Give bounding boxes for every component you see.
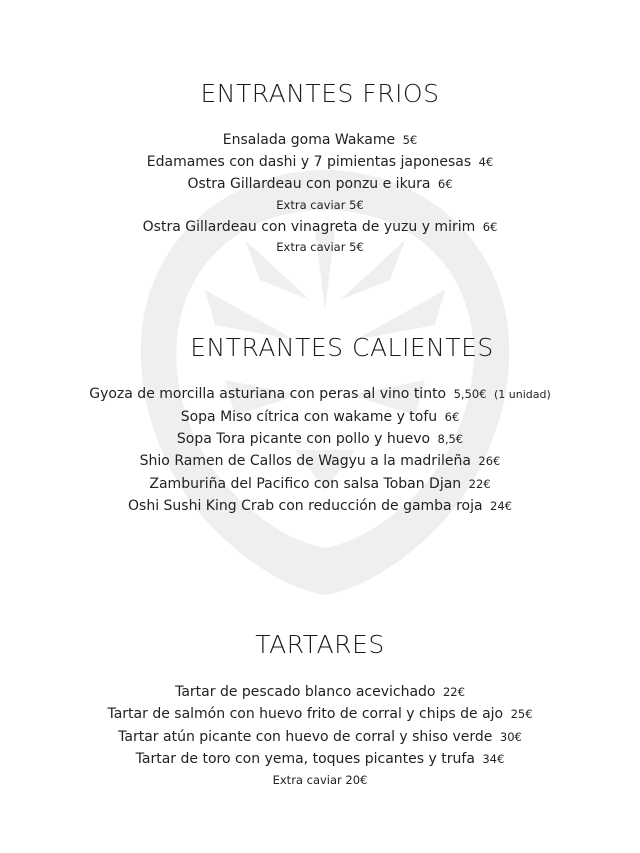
extra-note: Extra caviar 20€ [272, 773, 368, 787]
menu-item [0, 685, 640, 699]
item-price: 6€ [444, 410, 460, 424]
item-name: Edamames con dashi y 7 pimientas japonesas [146, 154, 472, 170]
menu-item [0, 177, 640, 191]
item-price: 30€ [499, 730, 522, 744]
item-name: Tartar atún picante con huevo de corral y shiso verde [118, 729, 493, 745]
item-price: 22€ [442, 685, 465, 699]
item-price: 26€ [478, 454, 501, 468]
item-price: 5,50€ [453, 387, 487, 401]
item-name: Tartar de pescado blanco acevichado [175, 684, 436, 700]
menu-item [0, 133, 640, 147]
item-name: Ostra Gillardeau con ponzu e ikura [187, 176, 431, 192]
item-price: 4€ [478, 155, 494, 169]
extra-note: Extra caviar 5€ [276, 198, 364, 212]
item-price: 6€ [482, 220, 498, 234]
item-name: Sopa Tora picante con pollo y huevo [176, 431, 431, 447]
item-name: Zamburiña del Pacifico con salsa Toban Djan [149, 476, 462, 492]
item-price: 25€ [510, 707, 533, 721]
item-name: Ensalada goma Wakame [222, 132, 396, 148]
section-title-tartares: TARTARES [255, 630, 385, 659]
menu-item [0, 432, 640, 446]
section-title-entrantes-calientes: ENTRANTES CALIENTES [190, 333, 494, 362]
menu-item [0, 155, 640, 169]
menu-item [0, 477, 640, 491]
item-name: Tartar de salmón con huevo frito de corral y chips de ajo [107, 706, 504, 722]
item-name: Tartar de toro con yema, toques picantes y trufa [135, 751, 475, 767]
menu-item [0, 752, 640, 766]
menu-item [0, 499, 640, 513]
item-price: 8,5€ [437, 432, 464, 446]
menu-item [0, 730, 640, 744]
item-name: Shio Ramen de Callos de Wagyu a la madrileña [139, 453, 471, 469]
item-name: Sopa Miso cítrica con wakame y tofu [180, 409, 438, 425]
menu-item [0, 707, 640, 721]
item-price: 5€ [402, 133, 418, 147]
menu-item [0, 454, 640, 468]
item-price: 22€ [468, 477, 491, 491]
item-price: 24€ [490, 499, 512, 513]
section-title-entrantes-frios: ENTRANTES FRIOS [200, 79, 440, 108]
item-name: Oshi Sushi King Crab con reducción de gamba roja [128, 498, 483, 514]
menu-item [0, 410, 640, 424]
item-note: (1 unidad) [493, 388, 551, 401]
menu-item [0, 220, 640, 234]
extra-note: Extra caviar 5€ [276, 240, 364, 254]
item-name: Gyoza de morcilla asturiana con peras al vino tinto [89, 386, 447, 402]
item-price: 34€ [482, 752, 505, 766]
menu-item [0, 387, 640, 401]
item-name: Ostra Gillardeau con vinagreta de yuzu y mirim [142, 219, 476, 235]
item-price: 6€ [437, 177, 453, 191]
